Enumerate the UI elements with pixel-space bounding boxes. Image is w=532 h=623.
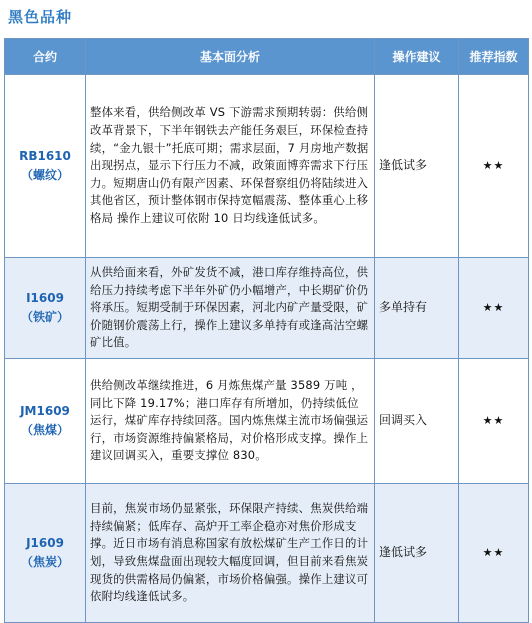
rating-stars: ★★ — [459, 75, 529, 258]
advice-cell: 逢低试多 — [375, 484, 459, 623]
contract-cell — [5, 75, 86, 258]
header-contract: 合约 — [5, 39, 86, 75]
rating-stars: ★★ — [459, 359, 529, 484]
advice-cell: 逢低试多 — [375, 75, 459, 258]
advice-cell: 回调买入 — [375, 359, 459, 484]
contract-name: （焦煤） — [20, 423, 69, 437]
analysis-cell: 供给侧改革继续推进，6 月炼焦煤产量 3589 万吨 ，同比下降 19.17%；港口库存有所增加，仍持续低位运行，煤矿库存持续回落。国内炼焦煤主流市场偏强运行，市场资源维持偏紧格局，对价格形成支撑。操作上建议回调买入，重要支撑位 830。 — [86, 359, 375, 484]
contract-cell — [5, 484, 86, 623]
contract-name: （螺纹） — [20, 168, 69, 182]
analysis-cell: 目前，焦炭市场仍显紧张，环保限产持续、焦炭供给端持续偏紧；低库存、高炉开工率企稳亦对焦价形成支撑。近日市场有消息称国家有放松煤矿生产工作日的计划，导致焦煤盘面出现较大幅度回调，但目前来看焦炭现货的供需格局仍偏紧，市场价格偏强。操作上建议可依附均线逢低试多。 — [86, 484, 375, 623]
contract-name: （铁矿） — [20, 310, 69, 324]
contract-code: I1609 — [26, 291, 64, 305]
analysis-cell: 整体来看，供给侧改革 VS 下游需求预期转弱：供给侧改革背景下，下半年钢铁去产能任务艰巨，环保检查持续，“金九银十”托底可期；需求层面，7 月房地产数据出现拐点，显示下行压力不减，政策面博弈需求下行压力。短期唐山仍有限产因素、环保督察组仍将陆续进入其他省区，预计整体钢市保持宽幅震荡、整体重心上移格局 操作上建议可依附 10 日均线逢低试多。 — [86, 75, 375, 258]
analysis-cell: 从供给面来看，外矿发货不减，港口库存维持高位，供给压力持续考虑下半年外矿仍小幅增产，中长期矿价仍将承压。短期受制于环保因素，河北内矿产量受限，矿价随钢价震荡上行，操作上建议多单持有或逢高沽空螺矿比值。 — [86, 258, 375, 359]
header-rating: 推荐指数 — [459, 39, 529, 75]
table-row — [5, 75, 529, 258]
contract-code: RB1610 — [19, 149, 71, 163]
section-title: 黑色品种 — [8, 8, 73, 26]
rating-stars: ★★ — [459, 258, 529, 359]
black-commodities-table — [4, 38, 529, 623]
table-row — [5, 484, 529, 623]
rating-stars: ★★ — [459, 484, 529, 623]
table-header-row — [5, 39, 529, 75]
advice-cell: 多单持有 — [375, 258, 459, 359]
header-advice: 操作建议 — [375, 39, 459, 75]
contract-cell — [5, 258, 86, 359]
contract-cell — [5, 359, 86, 484]
contract-name: （焦炭） — [20, 555, 69, 569]
contract-code: J1609 — [26, 536, 64, 550]
table-row — [5, 258, 529, 359]
contract-code: JM1609 — [20, 404, 70, 418]
table-row — [5, 359, 529, 484]
header-analysis: 基本面分析 — [86, 39, 375, 75]
